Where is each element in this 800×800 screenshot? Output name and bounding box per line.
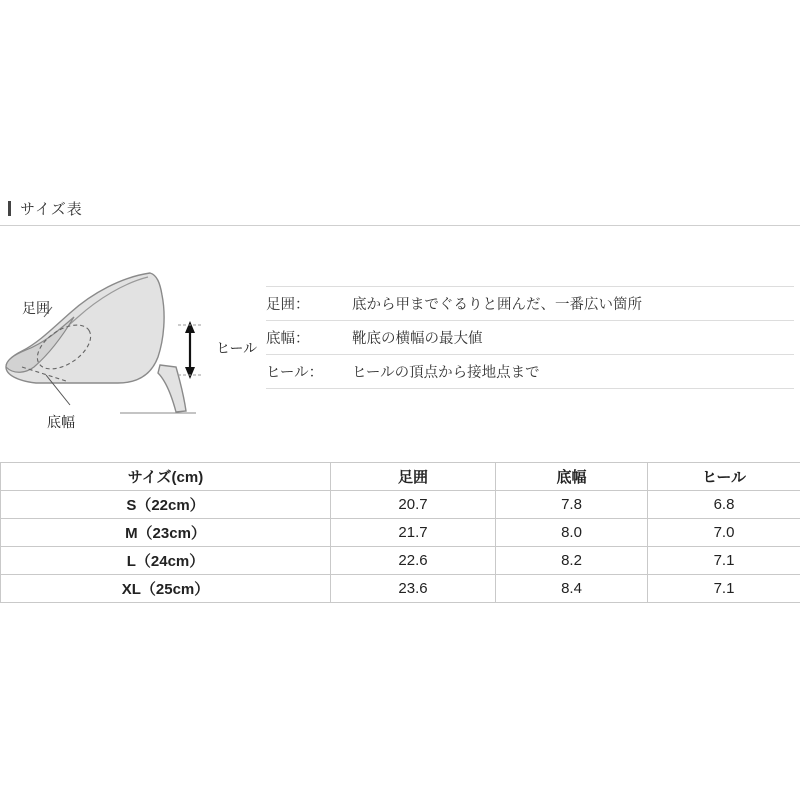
label-heel: ヒール xyxy=(216,340,258,356)
cell-ashimawari: 21.7 xyxy=(331,519,496,547)
measurement-definitions xyxy=(266,286,794,389)
heading-accent-bar xyxy=(8,201,11,216)
table-row xyxy=(1,491,800,519)
definition-description: ヒールの頂点から接地点まで xyxy=(352,365,540,381)
table-header-row xyxy=(1,463,800,491)
cell-size: M（23cm） xyxy=(1,519,331,547)
definition-row xyxy=(266,321,794,355)
table-row xyxy=(1,575,800,603)
size-chart-section-heading xyxy=(0,196,800,226)
table-row xyxy=(1,547,800,575)
definition-term: ヒール： xyxy=(266,365,324,381)
column-header-heel: ヒール xyxy=(648,463,800,491)
cell-heel: 7.1 xyxy=(648,575,800,603)
definition-term: 底幅： xyxy=(266,331,310,347)
cell-size: S（22cm） xyxy=(1,491,331,519)
definition-term: 足囲： xyxy=(266,297,310,313)
cell-sokohaba: 8.0 xyxy=(496,519,648,547)
table-row xyxy=(1,519,800,547)
column-header-size: サイズ(cm) xyxy=(1,463,331,491)
label-sokohaba: 底幅 xyxy=(47,414,75,430)
cell-sokohaba: 8.2 xyxy=(496,547,648,575)
cell-heel: 6.8 xyxy=(648,491,800,519)
definition-description: 底から甲までぐるりと囲んだ、一番広い箇所 xyxy=(352,297,642,313)
page-title: サイズ表 xyxy=(20,201,83,218)
cell-size: XL（25cm） xyxy=(1,575,331,603)
cell-heel: 7.1 xyxy=(648,547,800,575)
cell-ashimawari: 22.6 xyxy=(331,547,496,575)
size-table xyxy=(0,462,800,603)
cell-heel: 7.0 xyxy=(648,519,800,547)
label-ashimawari: 足囲 xyxy=(22,300,50,316)
cell-ashimawari: 20.7 xyxy=(331,491,496,519)
definition-row xyxy=(266,286,794,321)
definition-row xyxy=(266,355,794,389)
definition-description: 靴底の横幅の最大値 xyxy=(352,331,483,347)
column-header-ashimawari: 足囲 xyxy=(331,463,496,491)
column-header-sokohaba: 底幅 xyxy=(496,463,648,491)
cell-sokohaba: 7.8 xyxy=(496,491,648,519)
cell-sokohaba: 8.4 xyxy=(496,575,648,603)
cell-size: L（24cm） xyxy=(1,547,331,575)
cell-ashimawari: 23.6 xyxy=(331,575,496,603)
